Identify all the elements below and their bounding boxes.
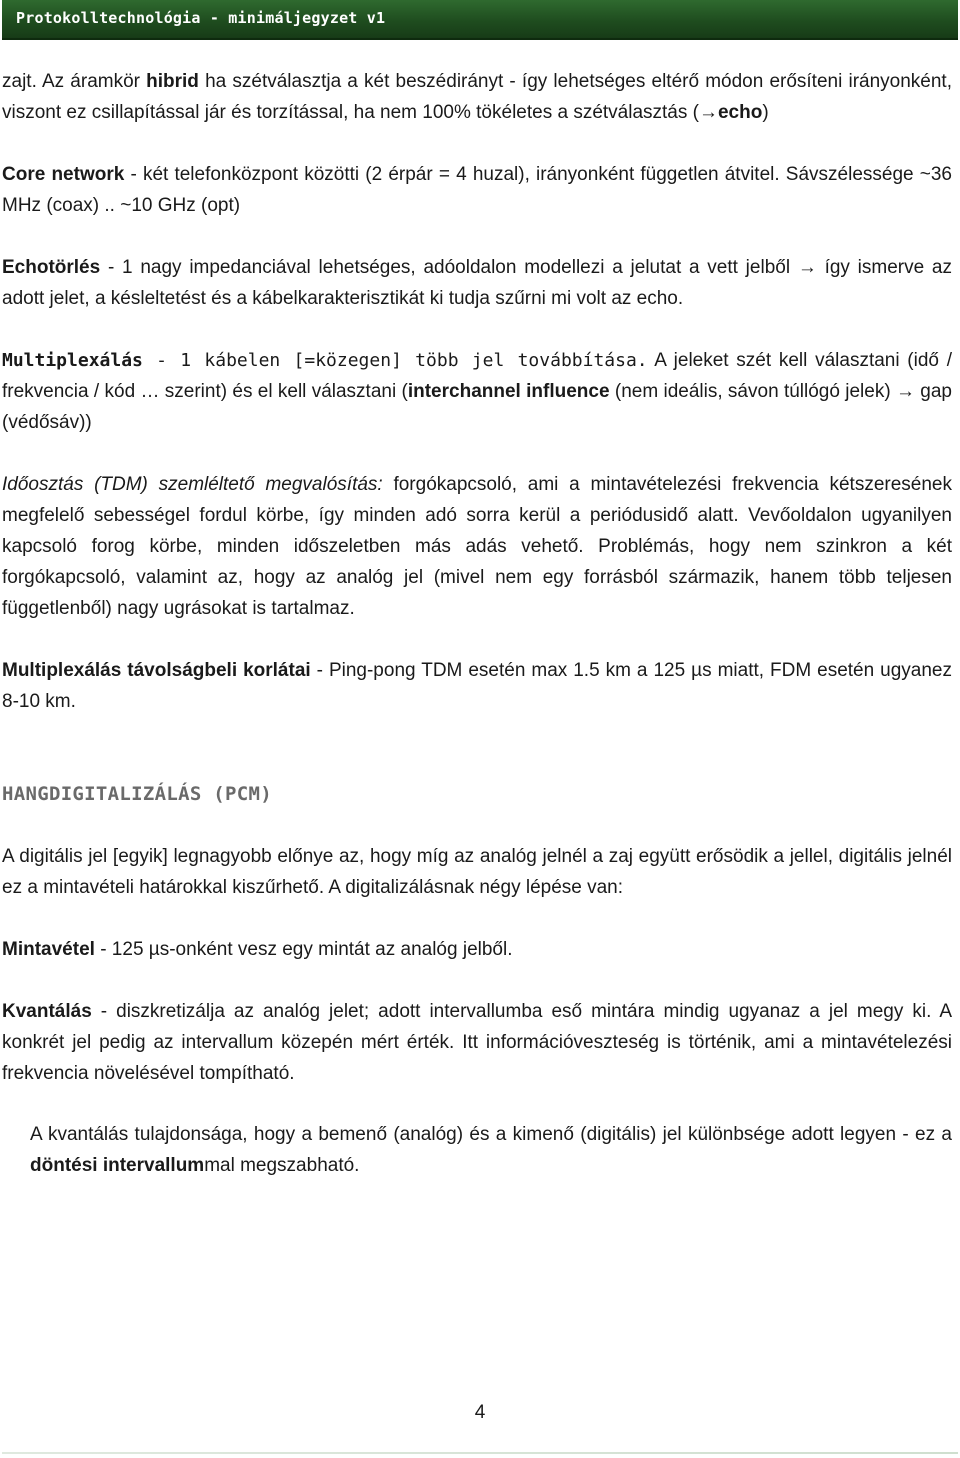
paragraph-core-network	[2, 159, 952, 221]
paragraph-kvantalas	[2, 996, 952, 1089]
text-run: így ismerve az adott jelet, a késleltetést és a kábelkarakterisztikát ki tudja szűrni mi volt az echo.	[2, 257, 952, 309]
text-run: A jeleket szét kell választani (idő / frekvencia / kód … szerint) és el kell választani (	[2, 350, 952, 402]
term-echotorles: Echotörlés	[2, 257, 101, 278]
term-core-network: Core network	[2, 164, 125, 185]
arrow-right-icon: →	[698, 102, 718, 123]
text-run: (nem ideális, sávon túllógó jelek)	[609, 381, 896, 402]
term-multiplexalas: Multiplexálás	[2, 350, 143, 371]
paragraph-tavolsagbeli-korlatai	[2, 655, 952, 717]
term-interchannel-influence: interchannel influence	[407, 381, 610, 402]
text-run: - 1 kábelen [=közegen] több jel továbbítása.	[142, 350, 648, 371]
section-title: HANGDIGITALIZÁLÁS (PCM)	[2, 783, 272, 805]
text-run: ha szétválasztja a két beszédirányt - így lehetséges eltérő módon erősíteni irányonként, viszont ez csillapítással jár és torzítással, ha nem 100% tökéletes a szétválasztás (	[2, 71, 952, 123]
text-run: - két telefonközpont közötti (2 érpár = 4 huzal), irányonként független átvitel. Sávszélessége ~36 MHz (coax) .. ~10 GHz (opt)	[2, 164, 952, 216]
term-dontesi-intervallum: döntési intervallum	[30, 1155, 205, 1176]
document-title: Protokolltechnológia - minimáljegyzet v1	[16, 9, 386, 27]
paragraph-idoosztas	[2, 469, 952, 624]
text-run: forgókapcsoló, ami a mintavételezési frekvencia kétszeresének megfelelő sebességel fordul körbe, így minden adó sorra kerül a periódusidő alatt. Vevőoldalon ugyanilyen kapcsoló forog körbe, minden időszeletben más adás vehető. Problémás, hogy nem szinkron a két forgókapcsoló, valamint az, hogy az analóg jel (mivel nem egy forrásból származik, hanem több teljesen függetlenből) nagy ugrásokat is tartalmaz.	[2, 474, 952, 619]
text-run: mal megszabható.	[204, 1155, 360, 1176]
term-mintavetel: Mintavétel	[2, 939, 95, 960]
paragraph-hibrid	[2, 66, 952, 128]
text-run: zajt. Az áramkör	[2, 71, 147, 92]
term-tavolsagbeli-korlatai: Multiplexálás távolságbeli korlátai	[2, 660, 311, 681]
text-run: gap (védősáv))	[2, 381, 953, 433]
term-idoosztas: Időosztás (TDM) szemléltető megvalósítás:	[2, 474, 383, 495]
text-run: A digitális jel [egyik] legnagyobb előnye az, hogy míg az analóg jelnél a zaj együtt erősödik a jellel, digitális jelnél ez a mintavételi határokkal kiszűrhető. A digitalizálásnak négy lépése van:	[2, 846, 952, 898]
paragraph-digitalis-jel	[2, 841, 952, 903]
text-run: - 1 nagy impedanciával lehetséges, adóoldalon modellezi a jelutat a vett jelből	[100, 257, 798, 278]
footer-divider	[2, 1452, 958, 1454]
text-run: - diszkretizálja az analóg jelet; adott intervallumba eső mintára mindig ugyanaz a jel megy ki. A konkrét jel pedig az intervallum közepén mért érték. Itt információveszteség is történik, ami a mintavételezési frekvencia növelésével tompítható.	[2, 1001, 952, 1084]
term-echo: echo	[717, 102, 763, 123]
text-run: A kvantálás tulajdonsága, hogy a bemenő (analóg) és a kimenő (digitális) jel különbsége adott legyen - ez a	[30, 1124, 952, 1145]
paragraph-multiplexalas	[2, 345, 952, 438]
paragraph-echotorles	[2, 252, 952, 314]
header-banner	[2, 0, 958, 40]
term-hibrid: hibrid	[146, 71, 199, 92]
arrow-right-icon: →	[895, 381, 915, 402]
document-body	[2, 66, 952, 1181]
paragraph-kvantalas-tulajdonsaga	[2, 1119, 952, 1181]
arrow-right-icon: →	[797, 257, 817, 278]
term-kvantalas: Kvantálás	[2, 1001, 92, 1022]
text-run: )	[762, 102, 769, 123]
text-run: - Ping-pong TDM esetén max 1.5 km a 125 µs miatt, FDM esetén ugyanez 8-10 km.	[2, 660, 952, 712]
page-number: 4	[474, 1402, 486, 1423]
paragraph-mintavetel	[2, 934, 952, 965]
text-run: - 125 µs-onként vesz egy mintát az analóg jelből.	[94, 939, 513, 960]
